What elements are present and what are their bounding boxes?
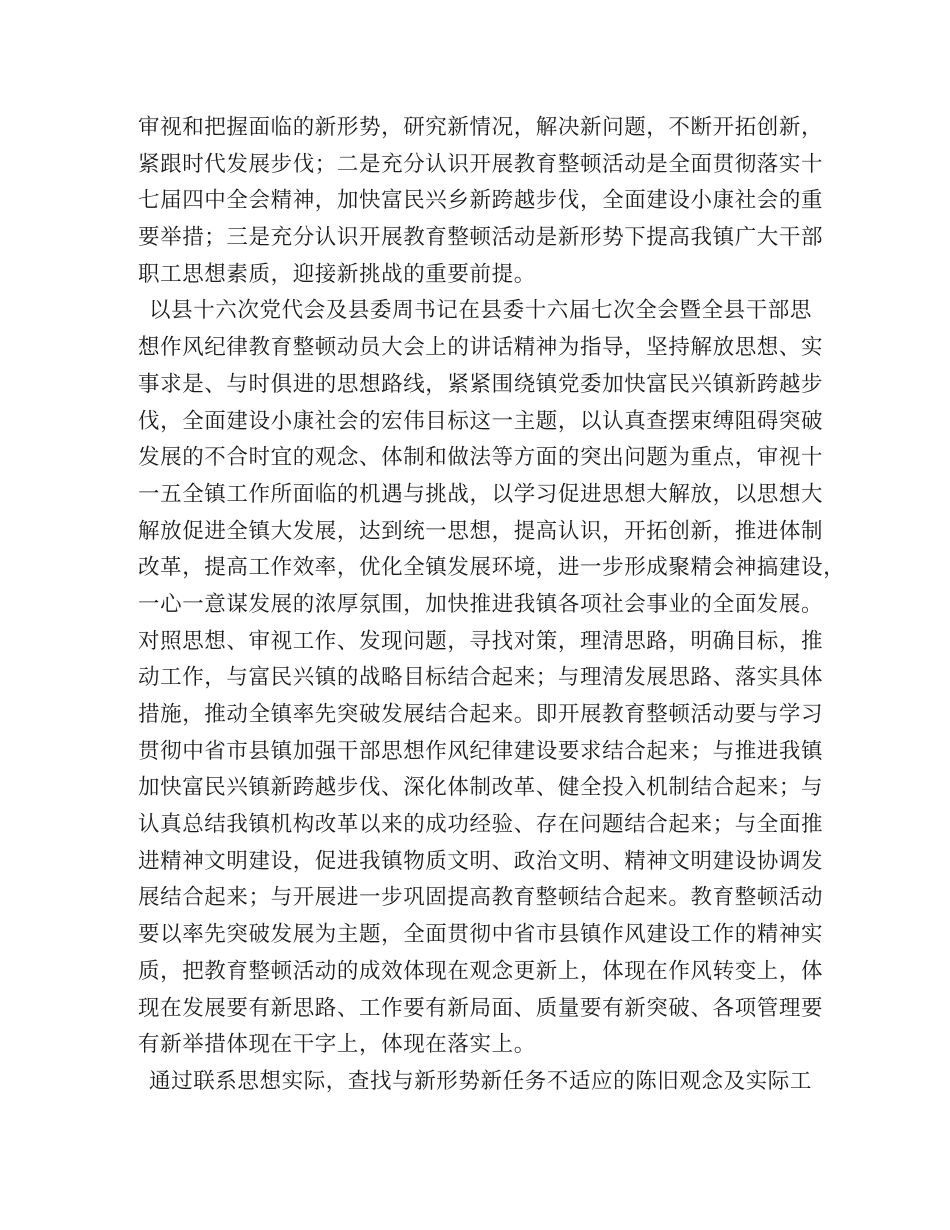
text-line: 展结合起来；与开展进一步巩固提高教育整顿结合起来。教育整顿活动 [138,885,824,911]
text-line: 认真总结我镇机构改革以来的成功经验、存在问题结合起来；与全面推 [138,812,824,838]
text-line: 通过联系思想实际，查找与新形势新任务不适应的陈旧观念及实际工 [149,1068,813,1094]
text-line: 发展的不合时宜的观念、体制和做法等方面的突出问题为重点，审视十 [138,445,824,471]
text-line: 想作风纪律教育整顿动员大会上的讲话精神为指导，坚持解放思想、实 [138,335,824,361]
text-line: 职工思想素质，迎接新挑战的重要前提。 [138,261,536,287]
text-line: 要举措；三是充分认识开展教育整顿活动是新形势下提高我镇广大干部 [138,225,824,251]
text-line: 七届四中全会精神，加快富民兴乡新跨越步伐，全面建设小康社会的重 [138,188,824,214]
text-line: 加快富民兴镇新跨越步伐、深化体制改革、健全投入机制结合起来；与 [138,775,824,801]
body-text [138,110,846,1101]
text-line: 措施，推动全镇率先突破发展结合起来。即开展教育整顿活动要与学习 [138,702,824,727]
text-line: 事求是、与时俱进的思想路线，紧紧围绕镇党委加快富民兴镇新跨越步 [138,371,824,397]
text-line: 对照思想、审视工作、发现问题，寻找对策，理清思路，明确目标，推 [138,628,824,654]
text-line: 现在发展要有新思路、工作要有新局面、质量要有新突破、各项管理要 [138,995,824,1021]
text-line: 伐，全面建设小康社会的宏伟目标这一主题，以认真查摆束缚阻碍突破 [138,408,824,434]
text-line: 一心一意谋发展的浓厚氛围，加快推进我镇各项社会事业的全面发展。 [138,591,824,617]
text-line: 改革，提高工作效率，优化全镇发展环境，进一步形成聚精会神搞建设， [138,555,846,581]
text-line: 紧跟时代发展步伐；二是充分认识开展教育整顿活动是全面贯彻落实十 [138,151,824,177]
text-line: 审视和把握面临的新形势，研究新情况，解决新问题，不断开拓创新， [138,115,824,140]
text-line: 以县十六次党代会及县委周书记在县委十六届七次全会暨全县干部思 [149,298,813,324]
text-line: 贯彻中省市县镇加强干部思想作风纪律建设要求结合起来；与推进我镇 [138,738,824,764]
text-line: 动工作，与富民兴镇的战略目标结合起来；与理清发展思路、落实具体 [138,665,824,691]
text-line: 进精神文明建设，促进我镇物质文明、政治文明、精神文明建设协调发 [138,848,824,874]
text-line: 要以率先突破发展为主题，全面贯彻中省市县镇作风建设工作的精神实 [138,922,824,948]
text-line: 一五全镇工作所面临的机遇与挑战，以学习促进思想大解放，以思想大 [138,481,824,507]
text-line: 有新举措体现在干字上，体现在落实上。 [138,1032,536,1058]
text-line: 质，把教育整顿活动的成效体现在观念更新上，体现在作风转变上，体 [138,958,824,984]
text-line: 解放促进全镇大发展，达到统一思想，提高认识，开拓创新，推进体制 [138,518,824,544]
